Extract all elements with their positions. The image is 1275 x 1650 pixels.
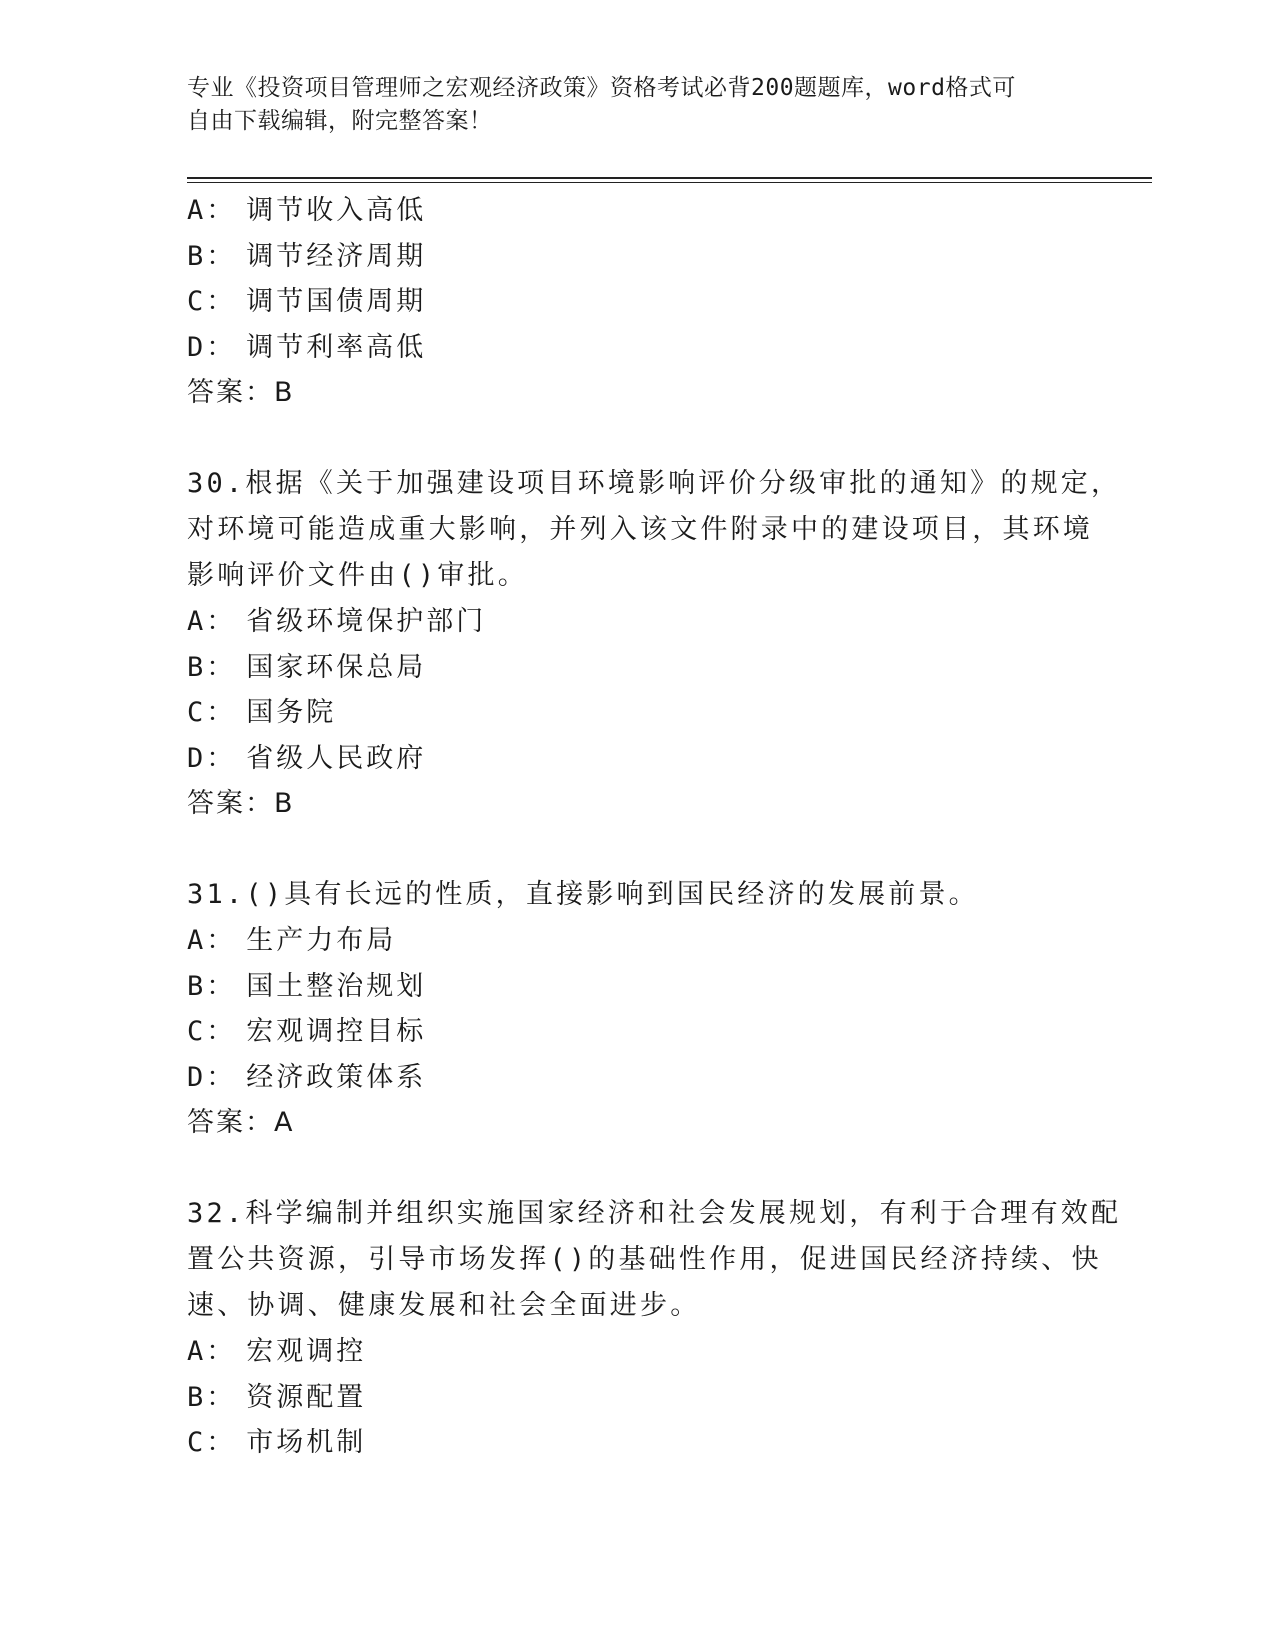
header-line-1: 专业《投资项目管理师之宏观经济政策》资格考试必背200题题库，word格式可 [187, 75, 1016, 101]
option-b: B： 国土整治规划 [187, 970, 427, 1002]
answer-text: 答案：B [187, 788, 295, 819]
question-stem-line: 30.根据《关于加强建设项目环境影响评价分级审批的通知》的规定， [187, 468, 1122, 499]
option-d: D： 省级人民政府 [187, 742, 427, 774]
question-stem-line: 32.科学编制并组织实施国家经济和社会发展规划，有利于合理有效配 [187, 1198, 1122, 1229]
question-block-32 [187, 1191, 1122, 1466]
header-divider [187, 177, 1152, 183]
question-stem-line: 速、协调、健康发展和社会全面进步。 [187, 1290, 701, 1321]
option-a: A： 宏观调控 [187, 1336, 367, 1367]
option-b: B： 调节经济周期 [187, 240, 427, 272]
header-line-2: 自由下载编辑，附完整答案！ [187, 108, 493, 134]
question-block-prev [187, 188, 1087, 416]
question-block-31 [187, 872, 1087, 1146]
document-body [187, 188, 1122, 1466]
option-b: B： 资源配置 [187, 1381, 367, 1413]
question-stem-line: 影响评价文件由()审批。 [187, 560, 528, 591]
question-block-30 [187, 461, 1122, 827]
question-stem-line: 31.()具有长远的性质，直接影响到国民经济的发展前景。 [187, 879, 979, 910]
answer-text: 答案：A [187, 1107, 295, 1138]
option-d: D： 调节利率高低 [187, 331, 427, 363]
question-stem-line: 对环境可能造成重大影响，并列入该文件附录中的建设项目，其环境 [187, 514, 1093, 545]
option-c: C： 宏观调控目标 [187, 1016, 427, 1047]
option-d: D： 经济政策体系 [187, 1061, 427, 1093]
question-stem-line: 置公共资源，引导市场发挥()的基础性作用，促进国民经济持续、快 [187, 1244, 1102, 1275]
option-b: B： 国家环保总局 [187, 651, 427, 683]
option-a: A： 调节收入高低 [187, 195, 427, 226]
document-header [187, 72, 1067, 138]
option-c: C： 市场机制 [187, 1427, 367, 1458]
answer-text: 答案：B [187, 377, 295, 408]
option-c: C： 调节国债周期 [187, 286, 427, 317]
option-c: C： 国务院 [187, 697, 337, 728]
option-a: A： 省级环境保护部门 [187, 606, 487, 637]
option-a: A： 生产力布局 [187, 925, 397, 956]
